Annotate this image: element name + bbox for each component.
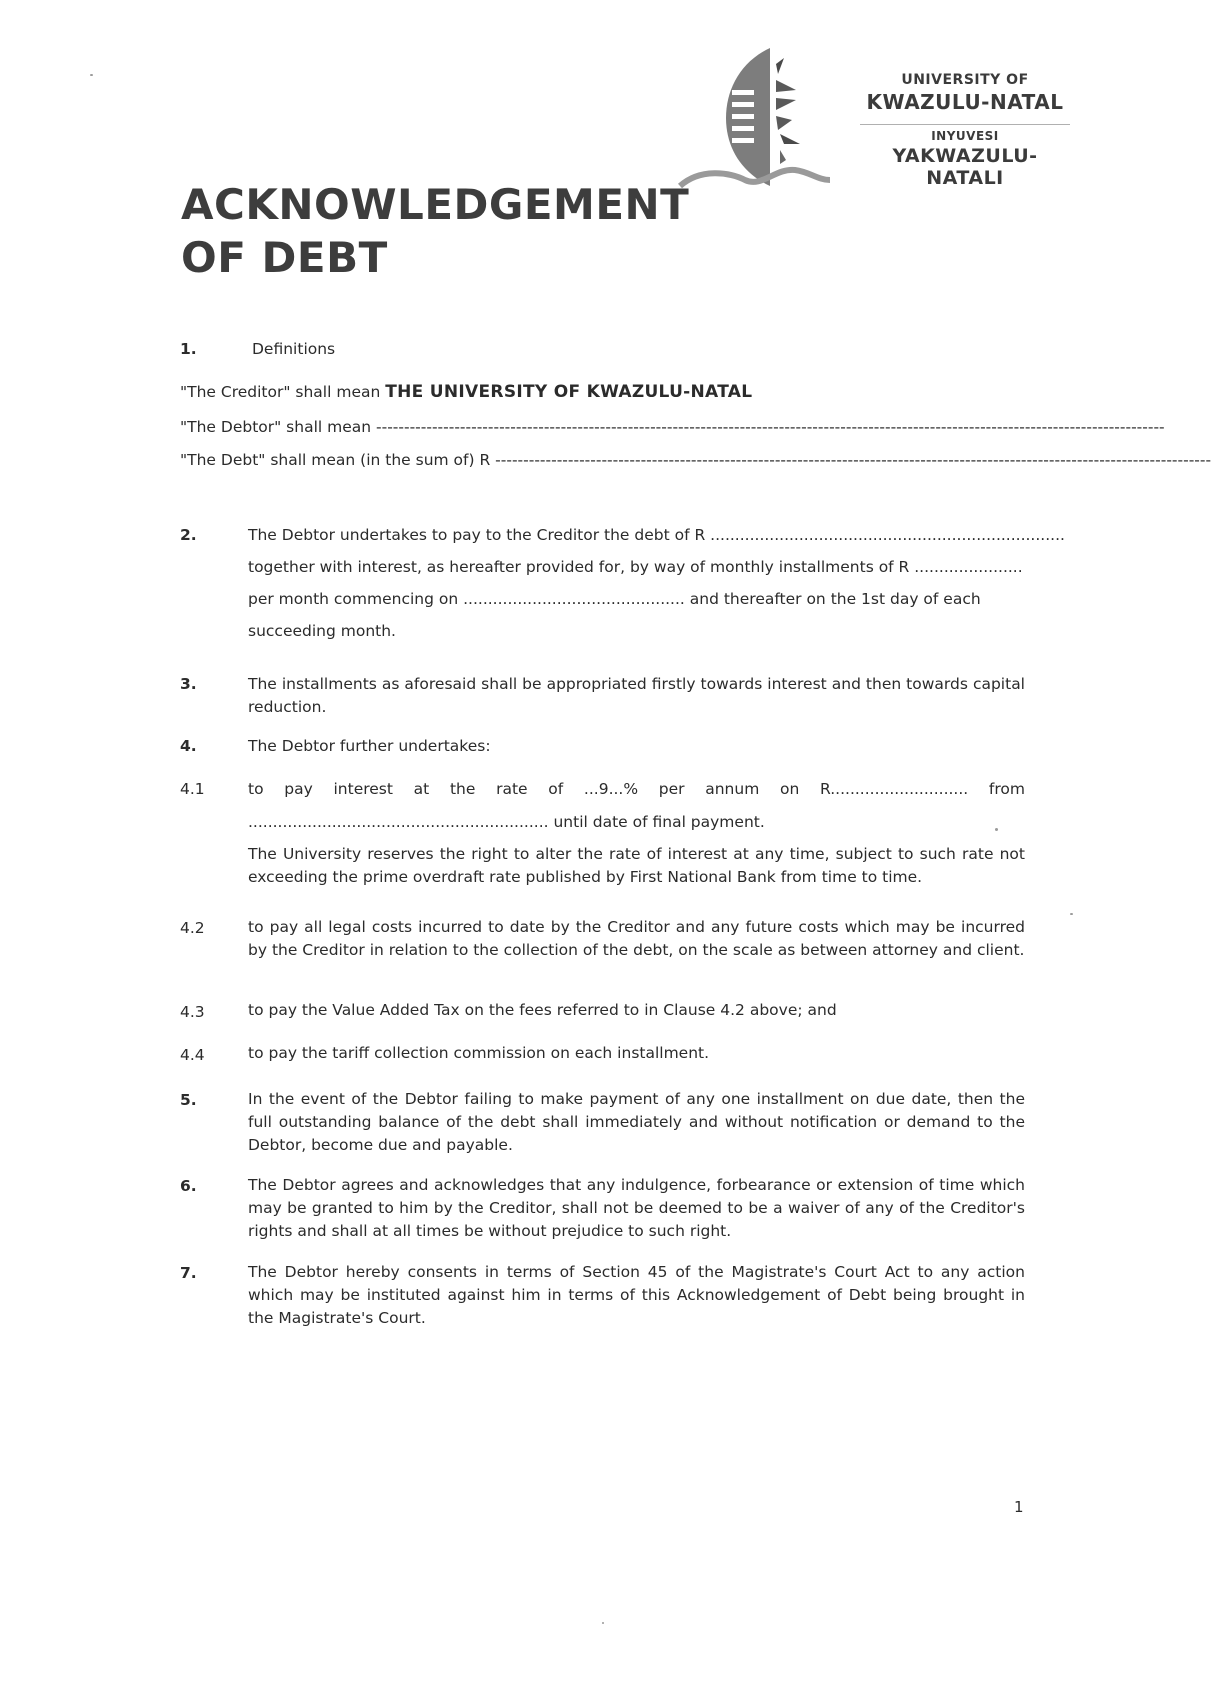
logo-line-2: KWAZULU-NATAL: [866, 90, 1064, 114]
clause-2-line-1: The Debtor undertakes to pay to the Creditor the debt of R ........................................................................: [248, 526, 1065, 544]
clause-5-text: In the event of the Debtor failing to make payment of any one installment on due date, then the full outstanding balance of the debt shall immediately and without notification or demand to the Debtor, become due and payable.: [248, 1090, 1025, 1154]
word: annum: [705, 780, 760, 798]
clause-4-1-number: 4.1: [180, 780, 205, 798]
logo-line-3: INYUVESI: [931, 129, 999, 143]
word: interest: [333, 780, 393, 798]
clause-4-1-note: The University reserves the right to alter the rate of interest at any time, subject to such rate not exceeding the prime overdraft rate published by First National Bank from time to time.: [248, 845, 1025, 886]
university-crest-logo: [700, 40, 865, 205]
clause-7-text: The Debtor hereby consents in terms of Section 45 of the Magistrate's Court Act to any action which may be instituted against him in terms of this Acknowledgement of Debt being brought in the Magistrate's Court.: [248, 1263, 1025, 1327]
clause-4-1-line-1: [248, 780, 1025, 798]
word: pay: [284, 780, 313, 798]
document-title: [181, 178, 689, 284]
clause-4-3-number: 4.3: [180, 1003, 205, 1021]
word: on: [780, 780, 800, 798]
clause-2-line-2: together with interest, as hereafter provided for, by way of monthly installments of R ......................: [248, 558, 1023, 576]
word: of: [548, 780, 564, 798]
clause-4-1-line-2: ............................................................. until date of final payment.: [248, 813, 765, 831]
title-line-2: OF DEBT: [181, 233, 388, 282]
creditor-label: "The Creditor" shall mean: [180, 383, 381, 401]
debtor-definition: [180, 418, 1165, 436]
title-line-1: ACKNOWLEDGEMENT: [181, 180, 690, 229]
clause-4-2-number: 4.2: [180, 919, 205, 937]
word: the: [449, 780, 476, 798]
clause-2-line-3: per month commencing on ............................................. and thereafter on the 1st day of each: [248, 590, 981, 608]
word: to: [248, 780, 264, 798]
clause-4-2-text: to pay all legal costs incurred to date by the Creditor and any future costs which may be incurred by the Creditor in relation to the collection of the debt, on the scale as between attorney and client.: [248, 918, 1025, 959]
scan-speck: [1070, 913, 1073, 915]
word: at: [413, 780, 430, 798]
amount-blank: R............................: [820, 780, 969, 798]
clause-4-4-text: to pay the tariff collection commission on each installment.: [248, 1044, 710, 1062]
university-name-block: [860, 72, 1070, 189]
word: from: [988, 780, 1025, 798]
debt-label: "The Debt" shall mean (in the sum of) R: [180, 451, 491, 469]
debt-definition: [180, 451, 1211, 469]
scan-speck: [995, 828, 998, 831]
clause-2-number: 2.: [180, 526, 197, 544]
clause-1-heading: Definitions: [252, 340, 336, 358]
clause-3-number: 3.: [180, 675, 197, 693]
clause-2-line-4: succeeding month.: [248, 622, 396, 640]
logo-line-4: YAKWAZULU-NATALI: [892, 145, 1038, 189]
creditor-value: THE UNIVERSITY OF KWAZULU-NATAL: [385, 382, 753, 402]
page-number: 1: [1014, 1498, 1024, 1516]
clause-4-text: The Debtor further undertakes:: [248, 737, 491, 755]
clause-3-text: The installments as aforesaid shall be appropriated firstly towards interest and then towards capital reduction.: [248, 675, 1025, 716]
clause-6-text: The Debtor agrees and acknowledges that any indulgence, forbearance or extension of time which may be granted to him by the Creditor, shall not be deemed to be a waiver of any of the Creditor's rights and shall at all times be without prejudice to such right.: [248, 1176, 1025, 1240]
scan-speck: [602, 1622, 604, 1624]
scan-speck: [90, 74, 93, 76]
clause-1-number: 1.: [180, 340, 197, 358]
word: rate: [496, 780, 528, 798]
creditor-definition: [180, 382, 752, 402]
clause-5-number: 5.: [180, 1091, 197, 1109]
logo-divider: [860, 124, 1070, 125]
debtor-label: "The Debtor" shall mean: [180, 418, 372, 436]
debtor-blank-line: ---------------------------------------------------------------------------------------------------------------------------------------------: [376, 418, 1165, 436]
word: per: [658, 780, 685, 798]
debt-blank-line: --------------------------------------------------------------------------------------------------------------------------------: [495, 451, 1211, 469]
clause-6-number: 6.: [180, 1177, 197, 1195]
interest-rate-value: ...9...%: [583, 780, 639, 798]
logo-line-1: UNIVERSITY OF: [901, 72, 1029, 88]
clause-4-4-number: 4.4: [180, 1046, 205, 1064]
clause-7-number: 7.: [180, 1264, 197, 1282]
clause-4-number: 4.: [180, 737, 197, 755]
clause-4-3-text: to pay the Value Added Tax on the fees referred to in Clause 4.2 above; and: [248, 1001, 837, 1019]
